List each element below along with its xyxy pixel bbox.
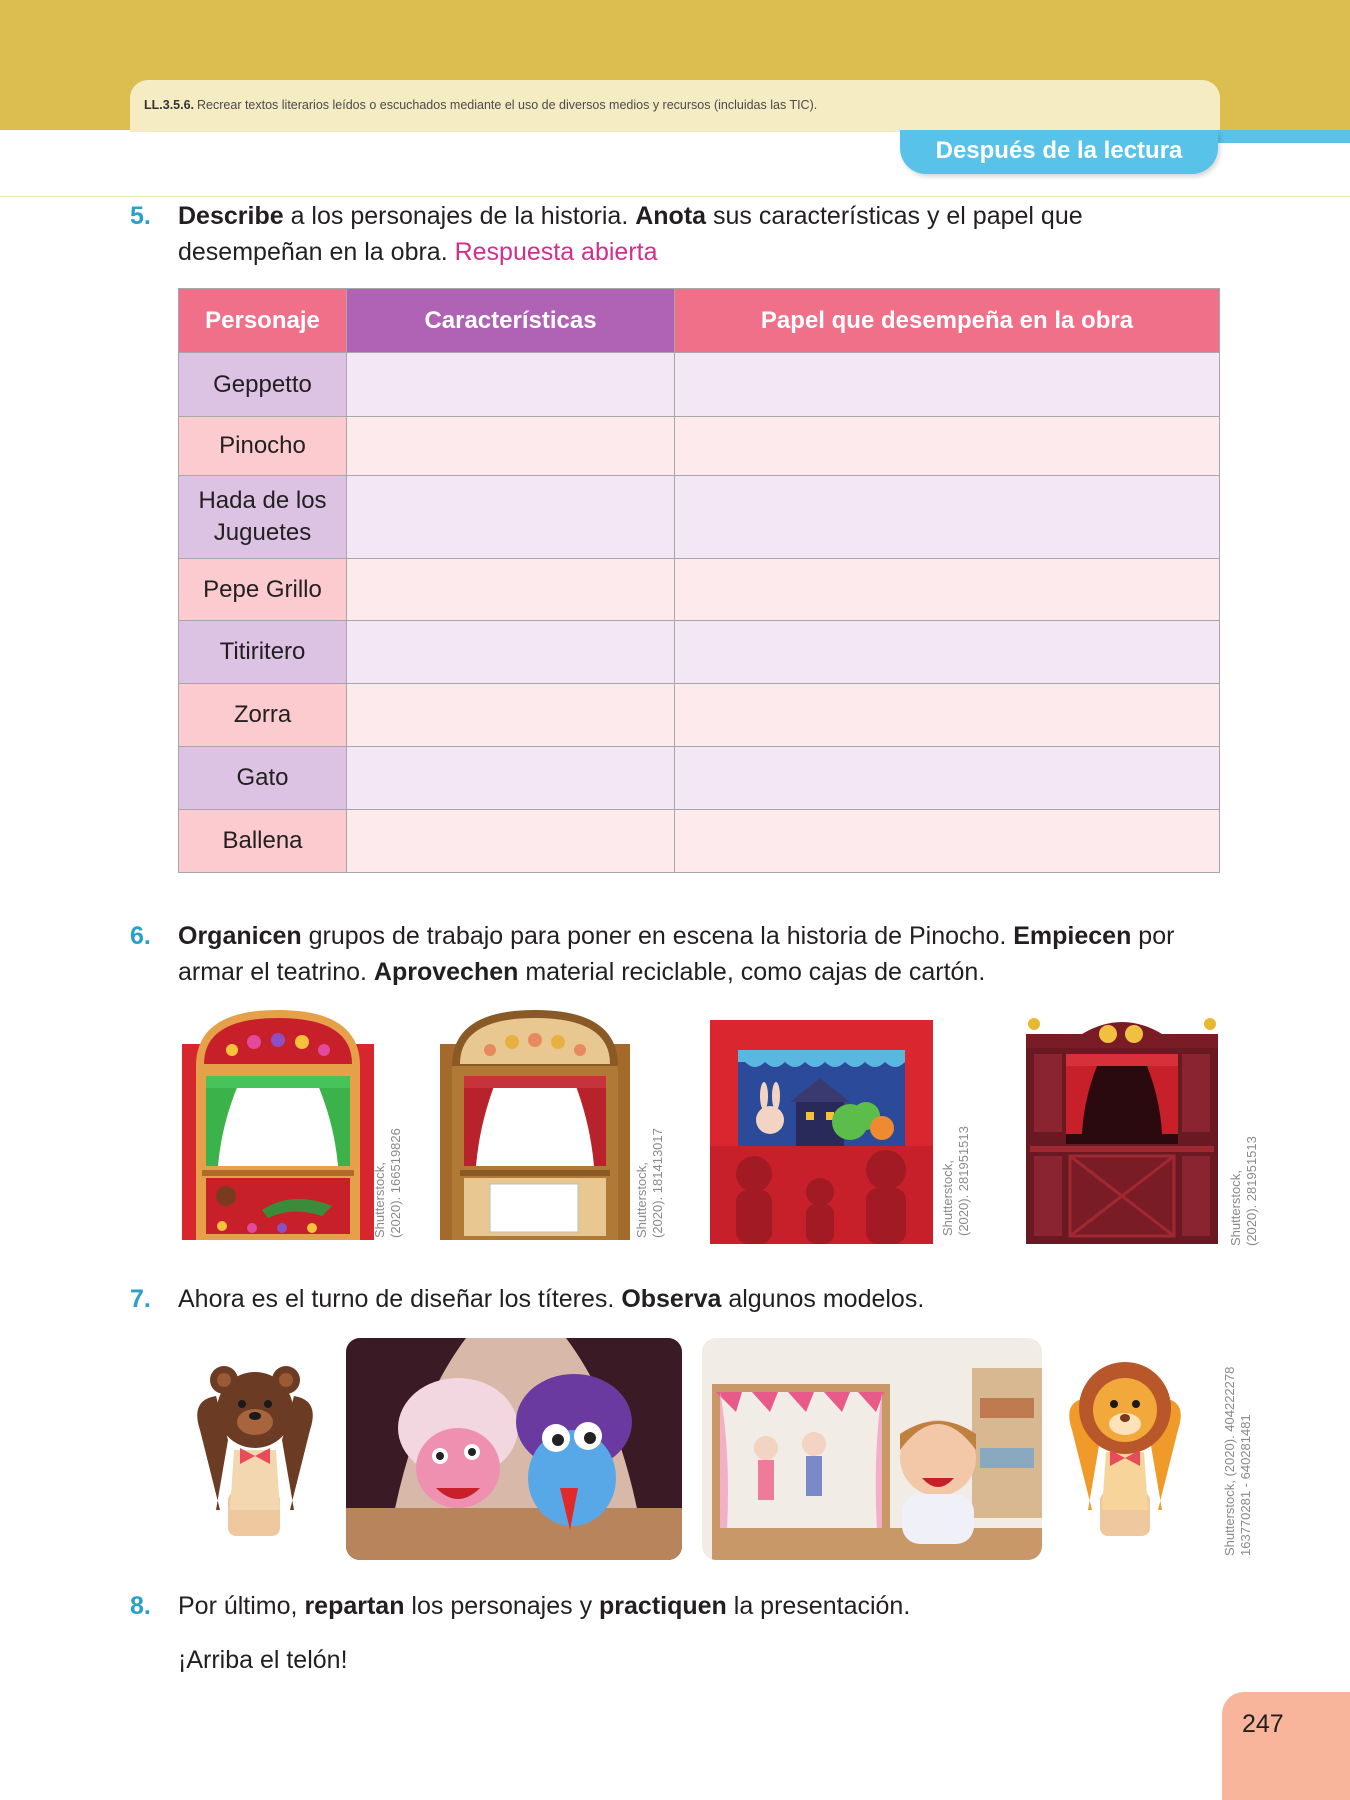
instruction-text: Ahora es el turno de diseñar los títeres. bbox=[178, 1285, 622, 1313]
table-row bbox=[179, 476, 1220, 559]
character-name: Hada de los Juguetes bbox=[179, 476, 347, 559]
verb-practiquen: practiquen bbox=[599, 1592, 727, 1620]
curriculum-standard bbox=[130, 80, 1220, 132]
activity-instructions bbox=[178, 1281, 1230, 1317]
activity-instructions bbox=[178, 918, 1230, 990]
character-name: Pepe Grillo bbox=[179, 559, 347, 621]
activity-6 bbox=[130, 918, 1230, 990]
header-papel: Papel que desempeña en la obra bbox=[675, 289, 1220, 353]
verb-repartan: repartan bbox=[304, 1592, 405, 1620]
character-name: Ballena bbox=[179, 810, 347, 873]
puppet-theater-1-image bbox=[182, 1010, 374, 1246]
role-cell[interactable] bbox=[675, 747, 1220, 810]
table-row bbox=[179, 747, 1220, 810]
page-number: 247 bbox=[1242, 1710, 1284, 1738]
role-cell[interactable] bbox=[675, 476, 1220, 559]
puppet-theater-4-image bbox=[1022, 1014, 1222, 1244]
standard-code: LL.3.5.6. bbox=[144, 98, 195, 112]
characteristics-cell[interactable] bbox=[347, 621, 675, 684]
characteristics-cell[interactable] bbox=[347, 417, 675, 476]
table-row bbox=[179, 810, 1220, 873]
answer-tag: Respuesta abierta bbox=[454, 238, 658, 266]
verb-organicen: Organicen bbox=[178, 922, 302, 950]
image-credit: Shutterstock, (2020). 404222278 163770281 - 640281481 bbox=[1222, 1366, 1253, 1556]
header-caracteristicas: Características bbox=[347, 289, 675, 353]
verb-aprovechen: Aprovechen bbox=[373, 958, 519, 986]
puppet-theater-3-image bbox=[710, 1020, 933, 1244]
characteristics-cell[interactable] bbox=[347, 747, 675, 810]
table-row bbox=[179, 417, 1220, 476]
image-credit: Shutterstock, (2020). 281951513 bbox=[1228, 1136, 1259, 1246]
table-header-row bbox=[179, 289, 1220, 353]
activity-7 bbox=[130, 1281, 1230, 1317]
instruction-text: material reciclable, como cajas de cartón. bbox=[518, 958, 986, 986]
standard-text: Recrear textos literarios leídos o escuchados mediante el uso de diversos medios y recursos (incluidas las TIC). bbox=[197, 98, 818, 112]
activity-number: 5. bbox=[130, 202, 151, 230]
activity-8 bbox=[130, 1588, 1230, 1678]
instruction-text: Por último, bbox=[178, 1592, 305, 1620]
header-rule bbox=[0, 196, 1350, 197]
bear-puppet-image bbox=[180, 1360, 330, 1536]
instruction-text: sus características y el papel que desempeñan en la obra. bbox=[178, 202, 1083, 266]
image-credit: Shutterstock, (2020). 181413017 bbox=[634, 1128, 665, 1238]
characteristics-cell[interactable] bbox=[347, 353, 675, 417]
characters-table bbox=[178, 288, 1220, 873]
puppet-theater-2-image bbox=[440, 1010, 630, 1246]
activity-5 bbox=[130, 198, 1230, 270]
table-row bbox=[179, 353, 1220, 417]
instruction-text: a los personajes de la historia. bbox=[283, 202, 636, 230]
verb-observa: Observa bbox=[621, 1285, 722, 1313]
verb-anota: Anota bbox=[635, 202, 707, 230]
instruction-text: por armar el teatrino. bbox=[178, 922, 1175, 986]
instruction-text: la presentación. bbox=[726, 1592, 911, 1620]
characteristics-cell[interactable] bbox=[347, 684, 675, 747]
girl-puppet-show-photo bbox=[702, 1338, 1042, 1560]
activity-number: 6. bbox=[130, 922, 151, 950]
role-cell[interactable] bbox=[675, 353, 1220, 417]
instruction-text: grupos de trabajo para poner en escena la historia de Pinocho. bbox=[301, 922, 1014, 950]
role-cell[interactable] bbox=[675, 417, 1220, 476]
character-name: Zorra bbox=[179, 684, 347, 747]
role-cell[interactable] bbox=[675, 621, 1220, 684]
section-label: Después de la lectura bbox=[900, 130, 1218, 174]
instruction-text: los personajes y bbox=[404, 1592, 600, 1620]
verb-empiecen: Empiecen bbox=[1013, 922, 1132, 950]
characteristics-cell[interactable] bbox=[347, 476, 675, 559]
role-cell[interactable] bbox=[675, 684, 1220, 747]
role-cell[interactable] bbox=[675, 559, 1220, 621]
character-name: Titiritero bbox=[179, 621, 347, 684]
character-name: Gato bbox=[179, 747, 347, 810]
character-name: Geppetto bbox=[179, 353, 347, 417]
activity-number: 8. bbox=[130, 1592, 151, 1620]
page-number-tab bbox=[1222, 1692, 1350, 1800]
verb-describe: Describe bbox=[178, 202, 284, 230]
table-row bbox=[179, 621, 1220, 684]
character-name: Pinocho bbox=[179, 417, 347, 476]
image-credit: Shutterstock, (2020). 281951513 bbox=[940, 1126, 971, 1236]
role-cell[interactable] bbox=[675, 810, 1220, 873]
lion-puppet-image bbox=[1054, 1360, 1196, 1536]
section-tab-tail bbox=[1218, 130, 1350, 143]
image-credit: Shutterstock, (2020). 166519826 bbox=[372, 1128, 403, 1238]
characteristics-cell[interactable] bbox=[347, 810, 675, 873]
table-row bbox=[179, 559, 1220, 621]
activity-instructions bbox=[178, 1588, 1230, 1624]
sock-puppets-photo bbox=[346, 1338, 682, 1560]
activity-instructions bbox=[178, 198, 1230, 270]
characteristics-cell[interactable] bbox=[347, 559, 675, 621]
activity-number: 7. bbox=[130, 1285, 151, 1313]
header-personaje: Personaje bbox=[179, 289, 347, 353]
closing-line: ¡Arriba el telón! bbox=[178, 1646, 348, 1674]
table-row bbox=[179, 684, 1220, 747]
instruction-text: algunos modelos. bbox=[721, 1285, 925, 1313]
